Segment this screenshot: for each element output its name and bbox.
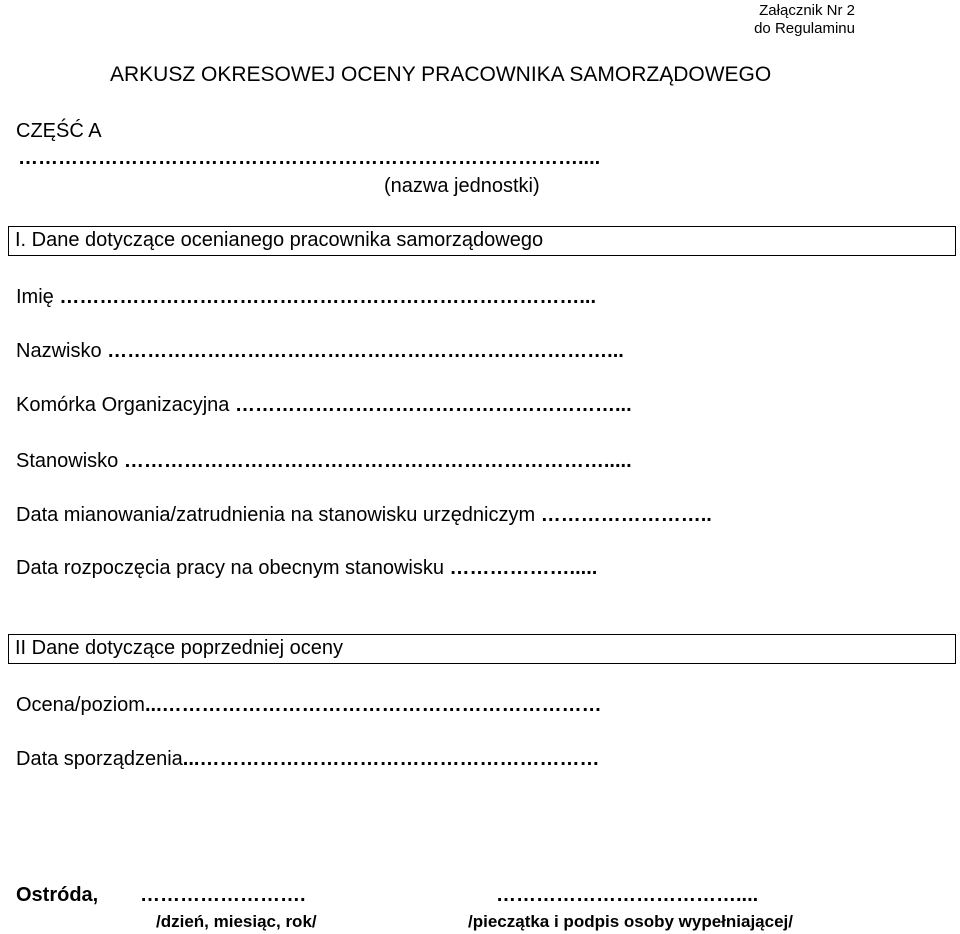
field-last-name [16, 340, 624, 363]
attachment-regulation: do Regulaminu [754, 20, 855, 37]
date-caption: /dzień, miesiąc, rok/ [156, 912, 317, 931]
field-appointment-date-label: Data mianowania/zatrudnienia na stanowisku urzędniczym [16, 504, 536, 526]
field-position-label: Stanowisko [16, 450, 119, 472]
section-1-title: I. Dane dotyczące ocenianego pracownika samorządowego [15, 229, 544, 251]
field-last-name-dots: …………………………………………………………………... [101, 340, 624, 362]
field-current-position-start [16, 557, 597, 580]
field-department-label: Komórka Organizacyjna [16, 394, 230, 416]
document-title: ARKUSZ OKRESOWEJ OCENY PRACOWNIKA SAMORZĄDOWEGO [110, 63, 772, 86]
field-position [16, 450, 632, 473]
city-label: Ostróda, [16, 884, 99, 906]
field-first-name [16, 286, 596, 309]
section-1-header [8, 226, 956, 256]
signature-dots: ……………………………….... [496, 884, 759, 906]
date-dots: ……………………. [140, 884, 306, 906]
field-department-dots: …………………………………………………... [229, 394, 632, 416]
field-previous-rating [16, 694, 602, 717]
field-previous-rating-label: Ocena/poziom [16, 694, 145, 716]
field-preparation-date-label: Data sporządzenia [16, 748, 183, 770]
field-preparation-date-dots: ...…………………………………………………… [182, 748, 600, 770]
unit-name-caption: (nazwa jednostki) [384, 175, 540, 197]
part-label: CZĘŚĆ A [16, 120, 102, 142]
signature-caption: /pieczątka i podpis osoby wypełniającej/ [468, 912, 793, 931]
field-previous-rating-dots: ...………………………………………………………… [144, 694, 602, 716]
section-2-title: II Dane dotyczące poprzedniej oceny [15, 637, 343, 659]
field-appointment-date-dots: …………………….. [535, 504, 712, 526]
field-current-position-start-dots: ………………..... [444, 557, 598, 579]
field-current-position-start-label: Data rozpoczęcia pracy na obecnym stanowisku [16, 557, 444, 579]
field-position-dots: ………………………………………………………………..... [118, 450, 632, 472]
section-2-header [8, 634, 956, 664]
field-department [16, 394, 632, 417]
field-preparation-date [16, 748, 599, 771]
field-first-name-dots: ……………………………………………………………………... [53, 286, 597, 308]
unit-name-dots: ………………………………………………………………………….... [18, 147, 601, 169]
field-last-name-label: Nazwisko [16, 340, 102, 362]
field-appointment-date [16, 504, 712, 527]
attachment-number: Załącznik Nr 2 [759, 2, 855, 19]
field-first-name-label: Imię [16, 286, 54, 308]
